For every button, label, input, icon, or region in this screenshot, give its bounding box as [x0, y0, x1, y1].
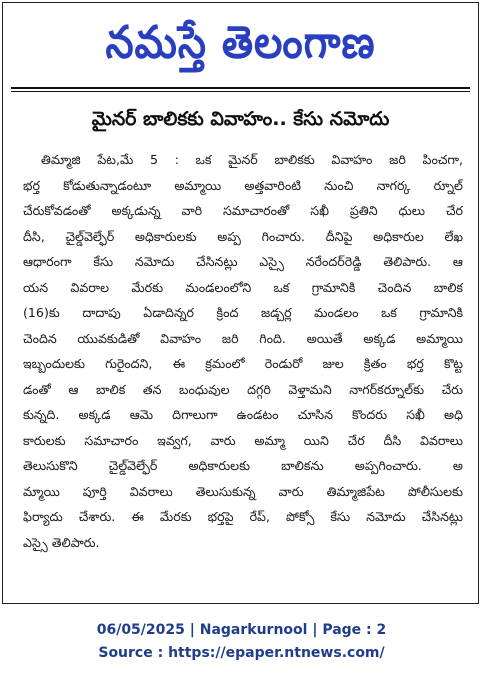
- article-line: తెలుసుకొని చైల్డ్‌వెల్ఫేర్ అధికారులకు బాలికను అప్పగించారు. అ: [23, 458, 463, 473]
- article-line: కారులకు సమాచారం ఇవ్వగ, వారు అమ్మా యిని చేర దీసి వివరాలు: [23, 432, 463, 448]
- article-line: డంతో ఆ బాలిక తన బంధువుల దగ్గరి వెళ్తామని నాగర్‌కర్నూల్‌కు చేరు: [23, 381, 463, 397]
- article-line: (16)కు దాదాపు ఏడాదిన్నర క్రింద జడ్చర్ల మండలం ఒక గ్రామానికి: [23, 305, 463, 320]
- article-line: చేరుకోవడంతో అక్కడున్న వారి సమాచారంతో సఖీ ప్రతిని ధులు చేర: [23, 203, 463, 218]
- article-line: కున్నది. అక్కడ ఆమె దిగాలుగా ఉండటం చూసిన కొందరు సఖీ అధి: [23, 407, 463, 422]
- article-line: యన వివరాల మేరకు మండలంలోని ఒక గ్రామానికి చెందిన బాలిక: [23, 279, 463, 295]
- article-line: ఇబ్బందులకు గురైందని, ఈ క్రమంలో రెండురో జుల క్రితం భర్త కొట్ట: [23, 356, 463, 371]
- article-line: తిమ్మాజి పేట,మే 5 : ఒక మైనర్ బాలికకు వివాహం జరి పించగా,: [41, 152, 463, 167]
- article-body: [23, 147, 463, 555]
- masthead-rule-thin: [11, 91, 470, 92]
- article-line: భర్త కోడుతున్నాడంటూ అమ్మాయి అత్తవారింటి నుంచి నాగర్క ర్నూల్: [23, 177, 463, 193]
- article-headline: మైనర్ బాలికకు వివాహం.. కేసు నమోదు: [91, 108, 390, 130]
- article-line: మ్మాయి పూర్తి వివరాలు తెలుసుకున్న వారు తిమ్మాజిపేట పోలీసులకు: [23, 483, 463, 499]
- article-line: ఫిర్యాదు చేశారు. ఈ మేరకు భర్తపై రేప్, పోక్సో కేసు నమోదు చేసినట్లు: [23, 509, 463, 524]
- article-line: చెందిన యువకుడితో వివాహం జరి గింది. అయితే అక్కడ అమ్మాయి: [23, 330, 463, 346]
- news-clipping: [2, 2, 479, 604]
- footer-source-link[interactable]: Source : https://epaper.ntnews.com/: [98, 645, 385, 661]
- article-line: దీసి, చైల్డ్‌వెల్ఫేర్ అధికారులకు అప్ప గించారు. దీనిపై అధికారుల లేఖ: [23, 228, 463, 244]
- masthead-rule-thick: [11, 87, 470, 89]
- article-line: ఎస్సై తెలిపారు.: [23, 534, 100, 550]
- article-line: ఆధారంగా కేసు నమోదు చేసినట్లు ఎస్సై నరేందర్‌రెడ్డి తెలిపారు. ఆ: [23, 254, 463, 269]
- footer-date-line: 06/05/2025 | Nagarkurnool | Page : 2: [96, 622, 387, 638]
- newspaper-masthead: నమస్తే తెలంగాణ: [105, 17, 376, 69]
